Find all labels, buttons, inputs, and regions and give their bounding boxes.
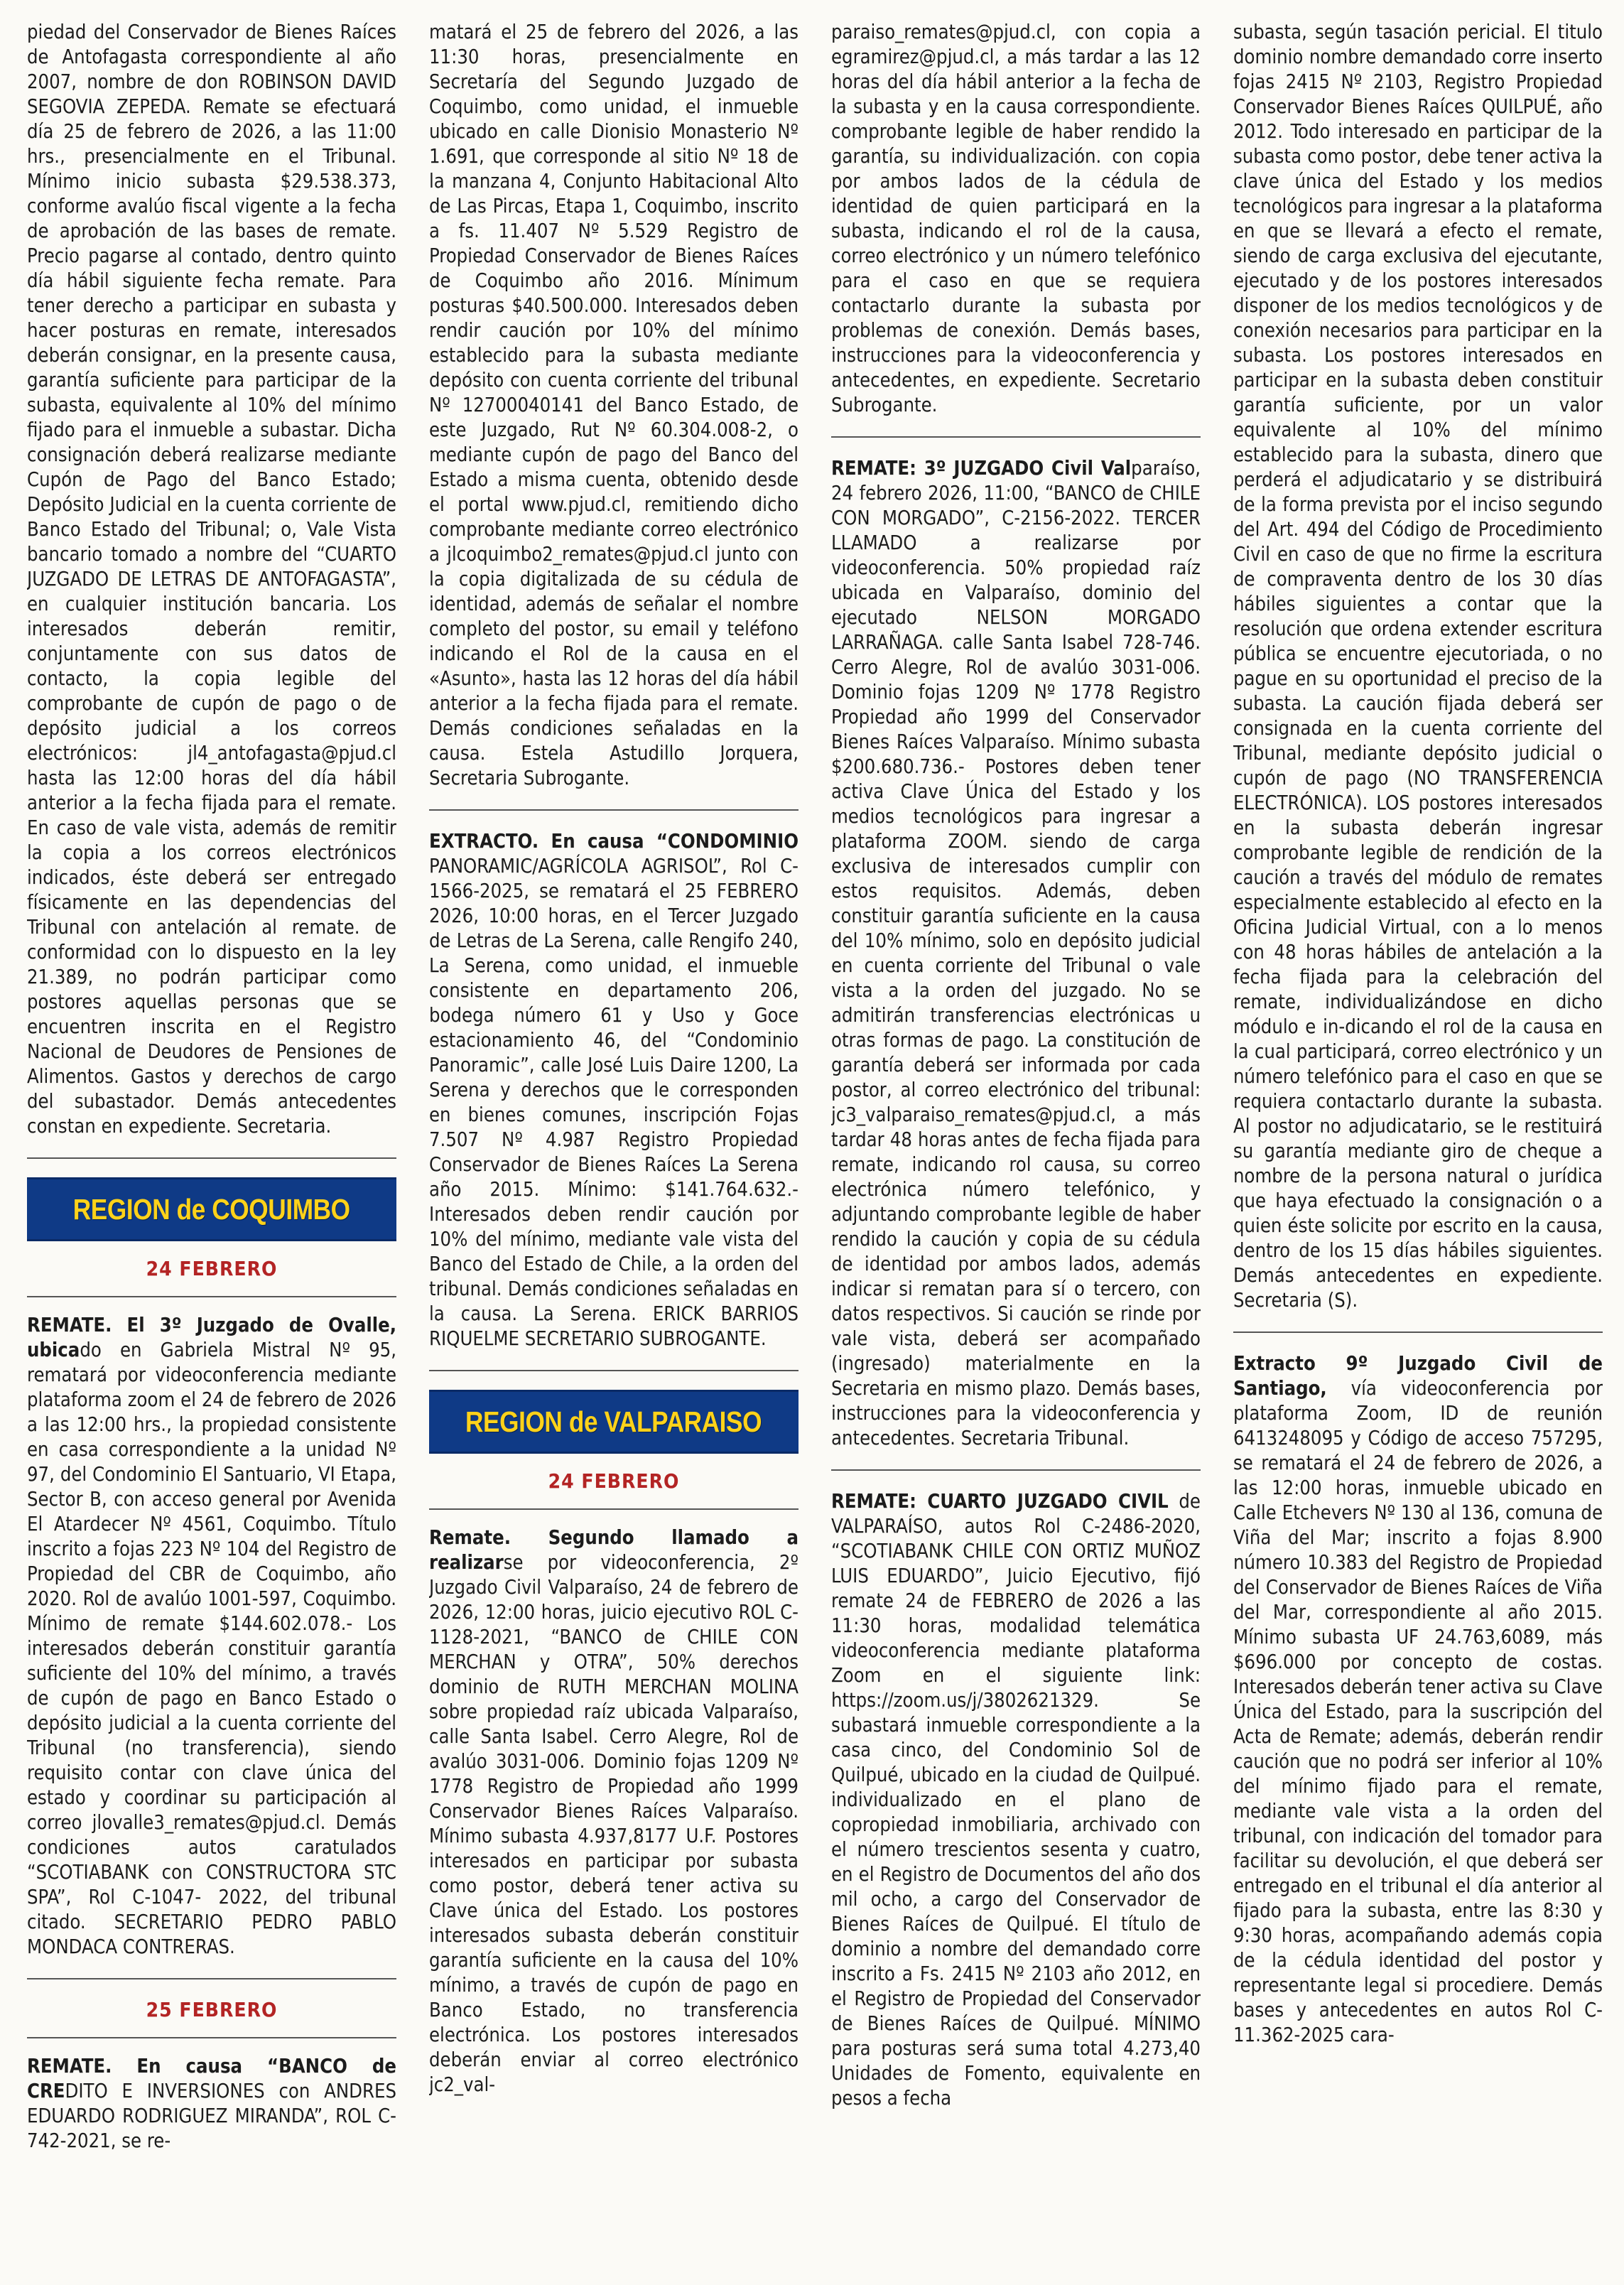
notice-ovalle [27, 1313, 396, 1960]
notice-body: DITO E INVERSIONES con ANDRES EDUARDO RODRIGUEZ MIRANDA”, ROL C-742-2021, se re- [27, 2080, 396, 2152]
notice-body: subasta, según tasación pericial. El titulo dominio nombre demandado corre inserto fojas 2415 Nº 2103, Registro Propiedad Conservador Bienes Raíces QUILPUÉ, año 2012. Todo interesado en participar de la subasta como postor, debe tener activa la clave única del Estado y los medios tecnológicos para ingresar a la plataforma en que se llevará a efecto el remate, siendo de carga exclusiva del ejecutante, ejecutado y de los postores interesados disponer de los medios tecnológicos y de conexión necesarios para participar en la subasta. Los postores interesados en participar en la subasta deben constituir garantía suficiente, por un valor equivalente al 10% del mínimo establecido para la subasta, dinero que perderá el adjudicatario y se distribuirá de la forma prevista por el inciso segundo del Art. 494 del Código de Procedimiento Civil en caso de que no firme la escritura de compraventa dentro de los 30 días hábiles siguientes a contar que la resolución que ordena extender escritura pública se encuentre ejecutoriada, o no pague en su oportunidad el preciso de la subasta. La caución fijada deberá ser consignada en la cuenta corriente del Tribunal, mediante depósito judicial o cupón de pago (NO TRANSFERENCIA ELECTRÓNICA). LOS postores interesados en la subasta deberán ingresar comprobante legible de rendición de la caución a través del módulo de remates especialmente establecido al efecto en la Oficina Judicial Virtual, con a lo menos con 48 horas hábiles de antelación a la fecha fijada para la celebración del remate, individualizándose en dicho módulo e in-dicando el rol de la causa en la cual participará, correo electrónico y un número telefónico para el caso en que se requiera contactarlo durante la subasta. Al postor no adjudicatario, se le restituirá su garantía mediante giro de cheque a nombre de la persona natural o jurídica que haya efectuado la consignación o a quien éste solicite por escrito en la causa, dentro de los 15 días hábiles siguientes. Demás antecedentes en expediente. Secretaria (S). [1233, 21, 1603, 1312]
notice-body: piedad del Conservador de Bienes Raíces de Antofagasta correspondiente al año 2007, nombre de don ROBINSON DAVID SEGOVIA ZEPEDA. Remate se efectuará día 25 de febrero de 2026, a las 11:00 hrs., presencialmente en el Tribunal. Mínimo inicio subasta $29.538.373, conforme avalúo fiscal vigente a la fecha de aprobación de las bases de remate. Precio pagarse al contado, dentro quinto día hábil siguiente fecha remate. Para tener derecho a participar en subasta y hacer posturas en remate, interesados deberán consignar, en la presente causa, garantía suficiente para participar de la subasta, equivalente al 10% del mínimo fijado para el inmueble a subastar. Dicha consignación deberá realizarse mediante Cupón de Pago del Banco Estado; Depósito Judicial en la cuenta corriente de Banco Estado del Tribunal; o, Vale Vista bancario tomado a nombre del “CUARTO JUZGADO DE LETRAS DE ANTOFAGASTA”, en cualquier institución bancaria. Los interesados deberán remitir, conjuntamente con sus datos de contacto, la copia legible del comprobante de cupón de pago o de depósito judicial a los correos electrónicos: jl4_antofagasta@pjud.cl hasta las 12:00 horas del día hábil anterior a la fecha fijada para el remate. En caso de vale vista, además de remitir la copia a los correos electrónicos indicados, éste deberá ser entregado físicamente en las dependencias del Tribunal con antelación al remate. de conformidad con lo dispuesto en la ley 21.389, no podrán participar como postores aquellas personas que se encuentren inscrita en el Registro Nacional de Deudores de Pensiones de Alimentos. Gastos y derechos de cargo del subastador. Demás antecedentes constan en expediente. Secretaria. [27, 21, 396, 1138]
notice-lead: Extracto 9º Juzgado Civil de Santiago, [1233, 1353, 1603, 1400]
notice-valparaiso-continuation [831, 20, 1201, 418]
notice-lead: Remate. Segundo llamado a realizar [429, 1527, 799, 1574]
notice-body: vía videoconferencia por plataforma Zoom, ID de reunión 6413248095 y Código de acceso 757295, se rematará el 24 de febrero de 2026, a las 12:00 horas, inmueble ubicado en Calle Etchevers Nº 130 al 136, comuna de Viña del Mar; inscrito a fojas 8.900 número 10.383 del Registro de Propiedad del Conservador de Bienes Raíces de Viña del Mar, correspondiente al año 2015. Mínimo subasta UF 24.763,6089, más $696.000 por concepto de costas. Interesados deberán tener activa su Clave Única del Estado, para la suscripción del Acta de Remate; además, deberán rendir caución que no podrá ser inferior al 10% del mínimo fijado para el remate, mediante vale vista a la orden del tribunal, con indicación del tomador para facilitar su devolución, el que deberá ser entregado en el tribunal el día anterior al fijado para la subasta, entre las 8:30 y 9:30 horas, acompañando además copia de la cédula identidad del postor y representante legal si procediere. Demás bases y antecedentes en autos Rol C-11.362-2025 cara- [1233, 1378, 1603, 2046]
notice-body: se por videoconferencia, 2º Juzgado Civil Valparaíso, 24 de febrero de 2026, 12:00 horas, juicio ejecutivo ROL C-1128-2021, “BANCO de CHILE CON MERCHAN y OTRA”, 50% derechos dominio de RUTH MERCHAN MOLINA sobre propiedad raíz ubicada Valparaíso, calle Santa Isabel. Cerro Alegre, Rol de avalúo 3031-006. Dominio fojas 1209 Nº 1778 Registro de Propiedad año 1999 Conservador Bienes Raíces Valparaíso. Mínimo subasta 4.937,8177 U.F. Postores interesados en participar por subasta como postor, deberá tener activa su Clave única del Estado. Los postores interesados subasta deberán constituir garantía suficiente en la causa del 10% mínimo, a través de cupón de pago en Banco Estado, no transferencia electrónica. Los postores interesados deberán enviar al correo electrónico jc2_val- [429, 1552, 799, 2096]
divider [27, 1978, 396, 1979]
notice-lead: REMATE. En causa “BANCO de CRE [27, 2056, 396, 2102]
notice-cuarto-juzgado [831, 1489, 1201, 2111]
date-heading: 25 FEBRERO [146, 1998, 278, 2021]
divider [831, 1469, 1201, 1471]
divider [429, 809, 799, 811]
column-1 [27, 20, 396, 2285]
notice-lead: REMATE. El 3º Juzgado de Ovalle, ubica [27, 1314, 396, 1361]
column-2 [429, 20, 799, 2285]
divider [1233, 1331, 1603, 1333]
divider [27, 2037, 396, 2038]
notice-segundo-juzgado [429, 1525, 799, 2097]
divider [429, 1508, 799, 1510]
notice-lead: EXTRACTO. En causa “CONDOMINIO [429, 831, 799, 853]
region-banner-label: REGION de COQUIMBO [73, 1192, 350, 1226]
notice-tercer-juzgado [831, 456, 1201, 1451]
column-4 [1233, 20, 1603, 2285]
divider [429, 1370, 799, 1371]
notice-body: PANORAMIC/AGRÍCOLA AGRISOL”, Rol C-1566-2025, se rematará el 25 FEBRERO 2026, 10:00 horas, en el Tercer Juzgado de Letras de La Serena, calle Rengifo 240, La Serena, como unidad, el inmueble consistente en departamento 206, bodega número 61 y Uso y Goce estacionamiento 46, del “Condominio Panoramic”, calle José Luis Daire 1200, La Serena y derechos que le corresponden en bienes comunes, inscripción Fojas 7.507 Nº 4.987 Registro Propiedad Conservador de Bienes Raíces La Serena año 2015. Mínimo: $141.764.632.- Interesados deben rendir caución por 10% del mínimo, mediante vale vista del Banco del Estado de Chile, a la orden del tribunal. Demás condiciones señaladas en la causa. La Serena. ERICK BARRIOS RIQUELME SECRETARIO SUBROGANTE. [429, 855, 799, 1350]
column-3 [831, 20, 1201, 2285]
notice-body: do en Gabriela Mistral Nº 95, rematará por videoconferencia mediante plataforma zoom el 24 de febrero de 2026 a las 12:00 hrs., la propiedad consistente en casa correspondiente a la unidad Nº 97, del Condominio El Santuario, VI Etapa, Sector B, con acceso general por Avenida El Atardecer Nº 4561, Coquimbo. Título inscrito a fojas 223 Nº 104 del Registro de Propiedad del CBR de Coquimbo, año 2020. Rol de avalúo 1001-597, Coquimbo. Mínimo de remate $144.602.078.- Los interesados deberán constituir garantía suficiente del 10% del mínimo, a través de cupón de pago en Banco Estado o depósito judicial a la cuenta corriente del Tribunal (no transferencia), siendo requisito contar con clave única del estado y coordinar su participación al correo jlovalle3_remates@pjud.cl. Demás condiciones autos caratulados “SCOTIABANK con CONSTRUCTORA STC SPA”, Rol C-1047- 2022, del tribunal citado. SECRETARIO PEDRO PABLO MONDACA CONTRERAS. [27, 1339, 396, 1958]
notice-condominio-panoramic [429, 829, 799, 1351]
divider [831, 436, 1201, 438]
notice-banco-credito [27, 2054, 396, 2154]
region-banner-label: REGION de VALPARAISO [465, 1405, 762, 1438]
date-heading: 24 FEBRERO [146, 1257, 278, 1280]
notice-coquimbo-continuation [429, 20, 799, 791]
notice-lead: REMATE: CUARTO JUZGADO CIVIL [831, 1491, 1169, 1513]
date-heading: 24 FEBRERO [548, 1469, 680, 1493]
region-banner-coquimbo [27, 1177, 396, 1241]
notice-body: paraiso_remates@pjud.cl, con copia a egramirez@pjud.cl, a más tardar a las 12 horas del día hábil anterior a la fecha de la subasta y en la causa correspondiente. comprobante legible de haber rendido la garantía, su individualización. con copia por ambos lados de la cédula de identidad de quien participará en la subasta, indicando el rol de la causa, correo electrónico y un número telefónico para el caso en que se requiera contactarlo durante la subasta por problemas de conexión. Demás bases, instrucciones para la videoconferencia y antecedentes, en expediente. Secretario Subrogante. [831, 21, 1201, 416]
divider [27, 1157, 396, 1159]
notice-body: matará el 25 de febrero del 2026, a las 11:30 horas, presencialmente en Secretaría del Segundo Juzgado de Coquimbo, como unidad, el inmueble ubicado en calle Dionisio Monasterio Nº 1.691, que corresponde al sitio Nº 18 de la manzana 4, Conjunto Habitacional Alto de Las Pircas, Etapa 1, Coquimbo, inscrito a fs. 11.407 Nº 5.529 Registro de Propiedad Conservador de Bienes Raíces de Coquimbo año 2016. Mínimum posturas $40.500.000. Interesados deben rendir caución por 10% del mínimo establecido para la subasta mediante depósito con cuenta corriente del tribunal Nº 12700040141 del Banco Estado, de este Juzgado, Rut Nº 60.304.008-2, o mediante cupón de pago del Banco del Estado a misma cuenta, obtenido desde el portal www.pjud.cl, remitiendo dicho comprobante mediante correo electrónico a jlcoquimbo2_remates@pjud.cl junto con la copia digitalizada de su cédula de identidad, además de señalar el nombre completo del postor, su email y teléfono indicando el Rol de la causa en el «Asunto», hasta las 12 horas del día hábil anterior a la fecha fijada para el remate. Demás condiciones señaladas en la causa. Estela Astudillo Jorquera, Secretaria Subrogante. [429, 21, 799, 789]
divider [27, 1296, 396, 1297]
notice-body: de VALPARAÍSO, autos Rol C-2486-2020, “SCOTIABANK CHILE CON ORTIZ MUÑOZ LUIS EDUARDO”, Juicio Ejecutivo, fijó remate 24 de FEBRERO de 2026 a las 11:30 horas, modalidad telemática videoconferencia mediante plataforma Zoom en el siguiente link: https://zoom.us/j/3802621329. Se subastará inmueble correspondiente a la casa cinco, del Condominio Sol de Quilpué, ubicado en la ciudad de Quilpué. individualizado en el plano de copropiedad inmobiliaria, archivado con el número trescientos sesenta y cuatro, en el Registro de Documentos del año dos mil ocho, a cargo del Conservador de Bienes Raíces de Quilpué. El título de dominio a nombre del demandado corre inscrito a Fs. 2415 Nº 2103 año 2012, en el Registro de Propiedad del Conservador de Bienes Raíces de Quilpué. MÍNIMO para posturas será suma total 4.273,40 Unidades de Fomento, equivalente en pesos a fecha [831, 1491, 1201, 2110]
region-banner-valparaiso [429, 1390, 799, 1454]
notice-antofagasta-continuation [27, 20, 396, 1139]
notice-noveno-juzgado [1233, 1351, 1603, 2048]
notice-body: paraíso, 24 febrero 2026, 11:00, “BANCO de CHILE CON MORGADO”, C-2156-2022. TERCER LLAMADO a realizarse por videoconferencia. 50% propiedad raíz ubicada en Valparaíso, dominio del ejecutado NELSON MORGADO LARRAÑAGA. calle Santa Isabel 728-746. Cerro Alegre, Rol de avalúo 3031-006. Dominio fojas 1209 Nº 1778 Registro Propiedad año 1999 del Conservador Bienes Raíces Valparaíso. Mínimo subasta $200.680.736.- Postores deben tener activa Clave Única del Estado y los medios tecnológicos para ingresar a plataforma ZOOM. siendo de carga exclusiva de interesados cumplir con estos requisitos. Además, deben constituir garantía suficiente en la causa del 10% mínimo, solo en depósito judicial en cuenta corriente del Tribunal o vale vista a la orden del juzgado. No se admitirán transferencias electrónicas u otras formas de pago. La constitución de garantía deberá ser informada por cada postor, al correo electrónico del tribunal: jc3_valparaiso_remates@pjud.cl, a más tardar 48 horas antes de fecha fijada para remate, indicando rol causa, su correo electrónica número telefónico, y adjuntando comprobante legible de haber rendido la caución y copia de su cédula de identidad por ambos lados, además indicar si rematan para sí o tercero, con datos respectivos. Si caución se rinde por vale vista, deberá ser acompañado (ingresado) materialmente en la Secretaria en mismo plazo. Demás bases, instrucciones para la videoconferencia y antecedentes. Secretaria Tribunal. [831, 458, 1201, 1449]
notice-quilpue-continuation [1233, 20, 1603, 1313]
notice-lead: REMATE: 3º JUZGADO Civil Val [831, 458, 1132, 480]
